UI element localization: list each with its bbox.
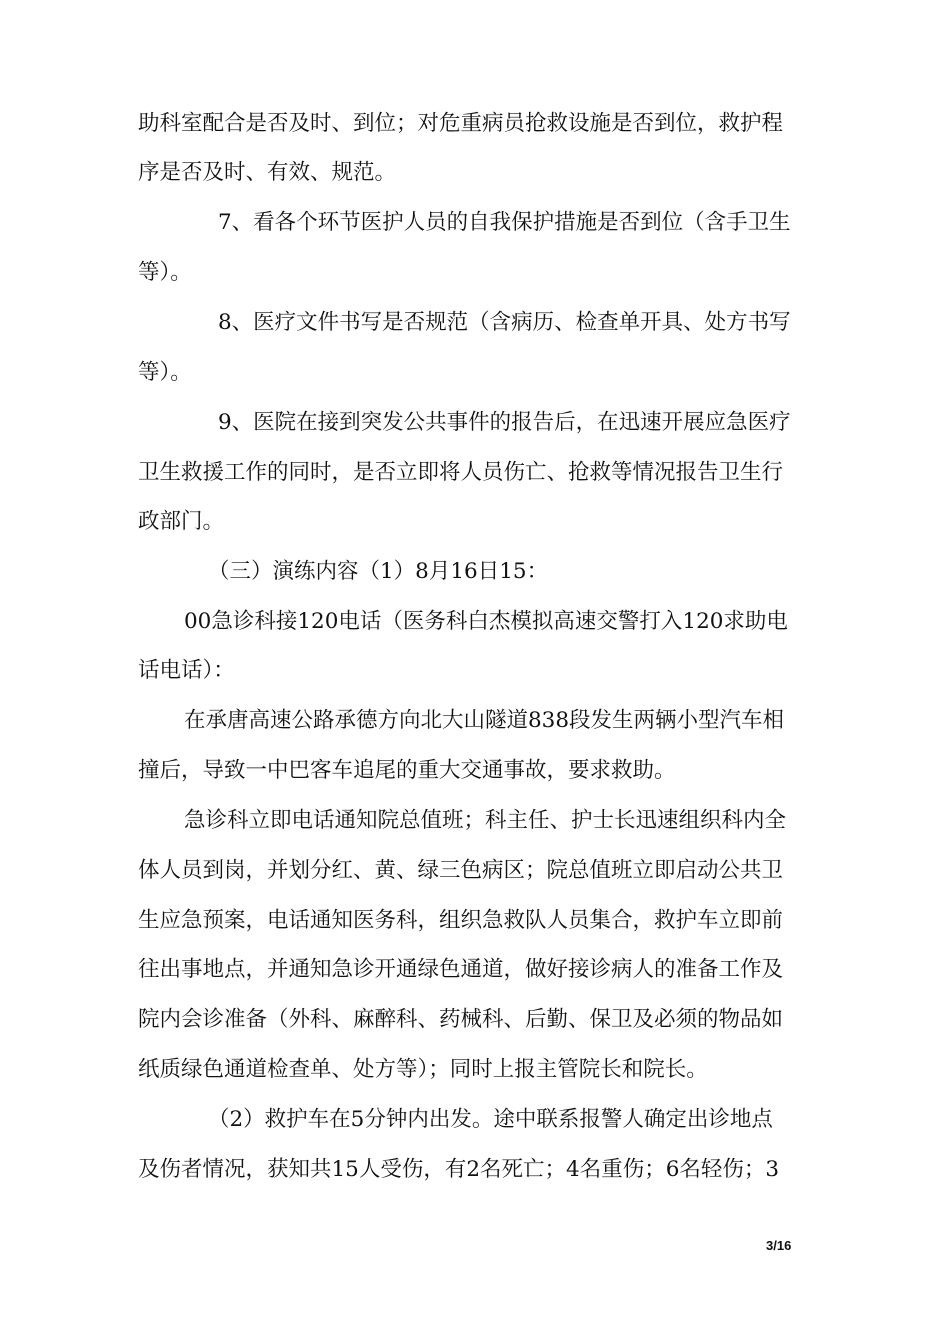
text-line: 话电话）： xyxy=(138,658,235,683)
text-line: 政部门。 xyxy=(138,509,225,534)
text-line: 急诊科立即电话通知院总值班；科主任、护士长迅速组织科内全 xyxy=(184,808,787,833)
text-line: 在承唐高速公路承德方向北大山隧道838段发生两辆小型汽车相 xyxy=(184,708,785,733)
text-line: 纸质绿色通道检查单、处方等）；同时上报主管院长和院长。 xyxy=(138,1057,708,1082)
text-line: 生应急预案，电话通知医务科，组织急救队人员集合，救护车立即前 xyxy=(138,908,784,933)
text-line: 撞后，导致一中巴客车追尾的重大交通事故，要求救助。 xyxy=(138,758,676,783)
text-line: 助科室配合是否及时、到位；对危重病员抢救设施是否到位，救护程 xyxy=(138,111,784,136)
text-line: 院内会诊准备（外科、麻醉科、药械科、后勤、保卫及必须的物品如 xyxy=(138,1007,784,1032)
text-line: 体人员到岗，并划分红、黄、绿三色病区；院总值班立即启动公共卫 xyxy=(138,858,784,883)
text-line: 7、看各个环节医护人员的自我保护措施是否到位（含手卫生 xyxy=(218,210,791,235)
section-heading-line: （三）演练内容（1）8月16日15： xyxy=(208,559,549,584)
text-line: 往出事地点，并通知急诊开通绿色通道，做好接诊病人的准备工作及 xyxy=(138,957,784,982)
text-line: 00急诊科接120电话（医务科白杰模拟高速交警打入120求助电 xyxy=(184,609,788,634)
text-line: 卫生救援工作的同时，是否立即将人员伤亡、抢救等情况报告卫生行 xyxy=(138,460,784,485)
text-line: 等）。 xyxy=(138,260,192,285)
text-line: 9、医院在接到突发公共事件的报告后，在迅速开展应急医疗 xyxy=(218,410,791,435)
page-number: 3/16 xyxy=(766,1238,792,1253)
text-line: 及伤者情况，获知共15人受伤，有2名死亡；4名重伤；6名轻伤；3 xyxy=(138,1157,780,1182)
text-line: 等）。 xyxy=(138,360,192,385)
text-line: 8、医疗文件书写是否规范（含病历、检查单开具、处方书写 xyxy=(218,310,791,335)
text-line: 序是否及时、有效、规范。 xyxy=(138,160,397,185)
text-line: （2）救护车在5分钟内出发。途中联系报警人确定出诊地点 xyxy=(208,1107,773,1132)
